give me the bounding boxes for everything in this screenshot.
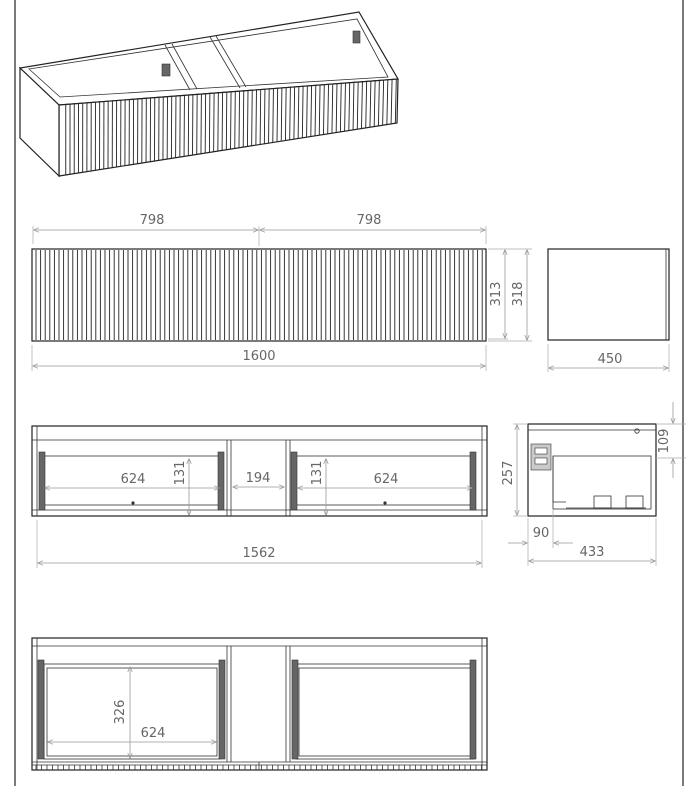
- iso-hinge-left: [162, 64, 170, 76]
- open-drawer-right-width-label: 624: [373, 472, 399, 487]
- open-drawer-left-width-label: 624: [120, 472, 146, 487]
- isometric-view: [20, 12, 398, 176]
- iso-slat-line: [256, 90, 257, 145]
- iso-hinge-right: [353, 31, 360, 43]
- front-width-left-label: 798: [139, 213, 165, 228]
- iso-slat-line: [252, 90, 253, 146]
- iso-slat-line: [264, 89, 265, 144]
- section-view: [501, 402, 686, 566]
- iso-slat-line: [247, 91, 248, 147]
- open-view: [32, 426, 487, 568]
- iso-slat-line: [243, 91, 244, 147]
- front-height-outer-label: 318: [511, 281, 526, 307]
- front-height-inner-label: 313: [489, 281, 504, 307]
- iso-slat-line: [231, 92, 232, 149]
- open-gap-width-label: 194: [245, 471, 271, 486]
- section-height-label: 257: [501, 460, 516, 486]
- side-depth-label: 450: [597, 352, 623, 367]
- bottom-view: [32, 638, 487, 770]
- iso-slat-line: [273, 89, 274, 143]
- section-top-depth-label: 109: [657, 428, 672, 454]
- section-depth-label: 433: [579, 545, 605, 560]
- open-drawer-right-height-label: 131: [310, 460, 325, 486]
- side-view: [548, 249, 669, 372]
- bottom-drawer-width-label: 624: [140, 726, 166, 741]
- side-panel-outline: [548, 249, 669, 340]
- section-front-depth-label: 90: [532, 526, 550, 541]
- open-drawer-left-height-label: 131: [173, 460, 188, 486]
- iso-slat-line: [239, 91, 240, 148]
- front-view: [32, 213, 532, 371]
- iso-slat-line: [260, 90, 261, 145]
- iso-slat-line: [235, 91, 236, 148]
- open-inner-width-label: 1562: [242, 546, 276, 561]
- carcass-outline-bottom: [32, 638, 487, 770]
- front-total-width-label: 1600: [242, 349, 276, 364]
- bottom-drawer-depth-label: 326: [113, 699, 128, 725]
- front-width-right-label: 798: [356, 213, 382, 228]
- iso-slat-line: [269, 89, 270, 143]
